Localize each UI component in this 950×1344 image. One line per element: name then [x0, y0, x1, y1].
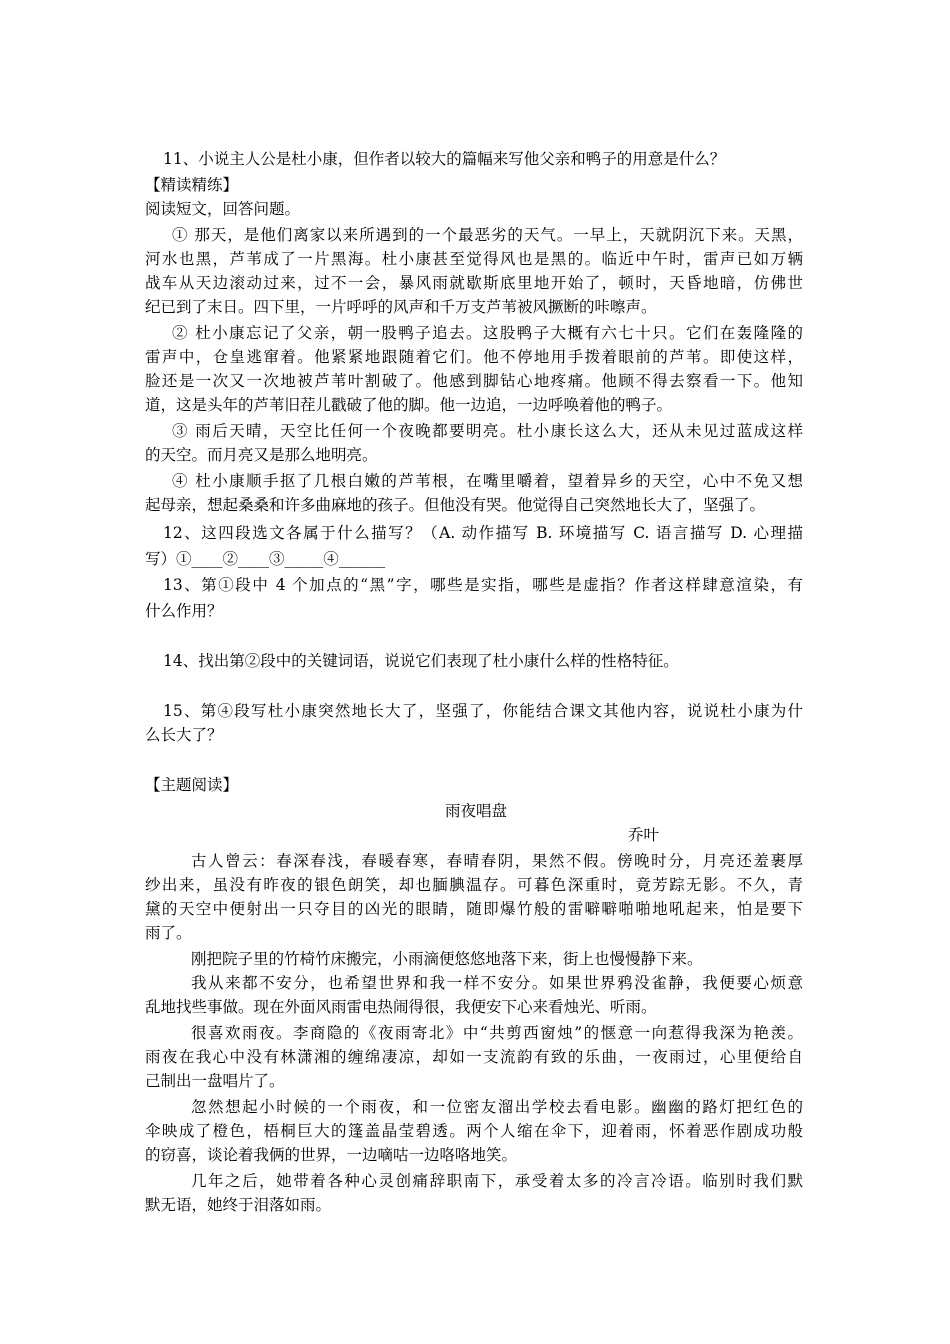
paragraph-3-line: 的天空。而月亮又是那么地明亮。 — [145, 446, 378, 464]
question-13-line: 13、第①段中 4 个加点的“黑”字，哪些是实指，哪些是虚指？作者这样肆意渲染，有 — [163, 576, 803, 594]
section-heading-jingdu: 【精读精练】 — [145, 176, 239, 194]
article-paragraph-2: 刚把院子里的竹椅竹床搬完，小雨滴便悠悠地落下来，街上也慢慢静下来。 — [191, 950, 703, 968]
article-paragraph-1-line: 黛的天空中便射出一只夺目的凶光的眼睛，随即爆竹般的雷噼噼啪啪地吼起来，怕是要下 — [145, 900, 803, 918]
article-paragraph-4-line: 很喜欢雨夜。李商隐的《夜雨寄北》中“共剪西窗烛”的惬意一向惹得我深为艳羡。 — [191, 1024, 803, 1042]
paragraph-3-line: ③ 雨后天晴，天空比任何一个夜晚都要明亮。杜小康长这么大，还从未见过蓝成这样 — [172, 422, 803, 440]
paragraph-2-line: 道，这是头年的芦苇旧茬儿戳破了他的脚。他一边追，一边呼唤着他的鸭子。 — [145, 396, 673, 414]
article-paragraph-3-line: 乱地找些事做。现在外面风雨雷电热闹得很，我便安下心来看烛光、听雨。 — [145, 998, 657, 1016]
paragraph-4-line: ④ 杜小康顺手抠了几根白嫩的芦苇根，在嘴里嚼着，望着异乡的天空，心中不免又想 — [172, 472, 803, 490]
article-title: 雨夜唱盘 — [445, 802, 508, 820]
paragraph-1-line: 战车从天边滚动过来，过不一会，暴风雨就歇斯底里地开始了，顿时，天昏地暗，仿佛世 — [145, 274, 803, 292]
article-author: 乔叶 — [628, 826, 660, 844]
question-14: 14、找出第②段中的关键词语，说说它们表现了杜小康什么样的性格特征。 — [163, 652, 679, 670]
paragraph-1-line: 河水也黑，芦苇成了一片黑海。杜小康甚至觉得风也是黑的。临近中午时，雷声已如万辆 — [145, 250, 803, 268]
article-paragraph-5-line: 伞映成了橙色，梧桐巨大的篷盖晶莹碧透。两个人缩在伞下，迎着雨，怀着恶作剧成功般 — [145, 1122, 803, 1140]
question-11: 11、小说主人公是杜小康，但作者以较大的篇幅来写他父亲和鸭子的用意是什么？ — [163, 150, 726, 168]
article-paragraph-1-line: 古人曾云：春深春浅，春暖春寒，春晴春阴，果然不假。傍晚时分，月亮还羞裹厚 — [191, 852, 803, 870]
paragraph-2-line: ② 杜小康忘记了父亲，朝一股鸭子追去。这股鸭子大概有六七十只。它们在轰隆隆的 — [172, 324, 803, 342]
question-12-line: 12、这四段选文各属于什么描写？（A. 动作描写 B. 环境描写 C. 语言描写 D. 心理描 — [163, 524, 803, 542]
article-paragraph-1-line: 雨了。 — [145, 924, 192, 942]
paragraph-2-line: 脸还是一次又一次地被芦苇叶割破了。他感到脚钻心地疼痛。他顾不得去察看一下。他知 — [145, 372, 803, 390]
question-15-line: 15、第④段写杜小康突然地长大了，坚强了，你能结合课文其他内容，说说杜小康为什 — [163, 702, 803, 720]
paragraph-2-line: 雷声中，仓皇逃窜着。他紧紧地跟随着它们。他不停地用手拨着眼前的芦苇。即使这样， — [145, 348, 803, 366]
article-paragraph-6-line: 几年之后，她带着各种心灵创痛辞职南下，承受着太多的冷言冷语。临别时我们默 — [191, 1172, 803, 1190]
article-paragraph-5-line: 的窃喜，谈论着我俩的世界，一边嘀咕一边咯咯地笑。 — [145, 1146, 518, 1164]
article-paragraph-3-line: 我从来都不安分，也希望世界和我一样不安分。如果世界鸦没雀静，我便要心烦意 — [191, 974, 803, 992]
paragraph-4-line: 起母亲，想起桑桑和许多曲麻地的孩子。但他没有哭。他觉得自己突然地长大了，坚强了。 — [145, 496, 766, 514]
instruction-text: 阅读短文，回答问题。 — [145, 200, 301, 218]
article-paragraph-1-line: 纱出来，虽没有昨夜的银色朗笑，却也腼腆温存。可暮色深重时，竟芳踪无影。不久，青 — [145, 876, 803, 894]
article-paragraph-4-line: 己制出一盘唱片了。 — [145, 1072, 285, 1090]
question-12-line: 写）①____②____③_____④______ — [145, 550, 386, 568]
question-15-line: 么长大了？ — [145, 726, 223, 744]
article-paragraph-4-line: 雨夜在我心中没有林潇湘的缠绵凄凉，却如一支流韵有致的乐曲，一夜雨过，心里便给自 — [145, 1048, 803, 1066]
article-paragraph-5-line: 忽然想起小时候的一个雨夜，和一位密友溜出学校去看电影。幽幽的路灯把红色的 — [191, 1098, 803, 1116]
question-13-line: 什么作用？ — [145, 602, 223, 620]
paragraph-1-line: 纪已到了末日。四下里，一片呼呼的风声和千万支芦苇被风撅断的咔嚓声。 — [145, 298, 657, 316]
section-heading-zhuti: 【主题阅读】 — [145, 776, 239, 794]
paragraph-1-line: ① 那天，是他们离家以来所遇到的一个最恶劣的天气。一早上，天就阴沉下来。天黑， — [172, 226, 803, 244]
article-paragraph-6-line: 默无语，她终于泪落如雨。 — [145, 1196, 332, 1214]
